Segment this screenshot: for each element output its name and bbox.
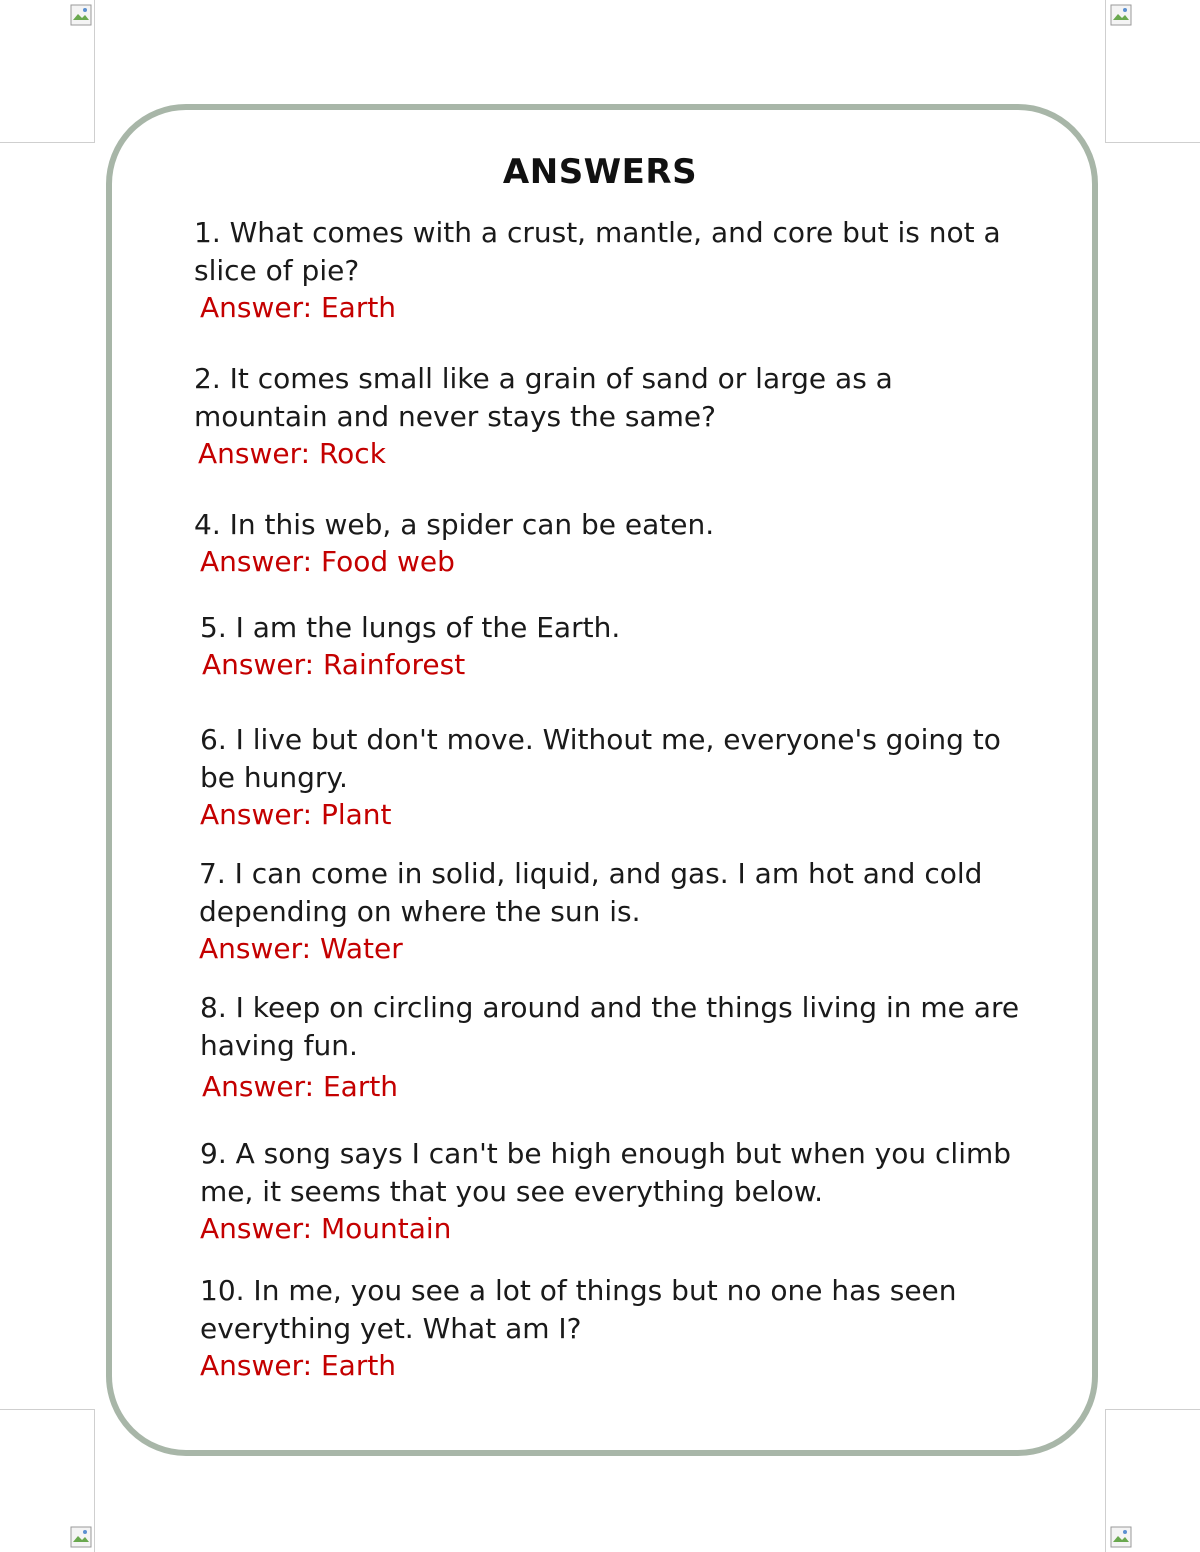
question-text: 2. It comes small like a grain of sand or large as a mountain and never stays the same?: [194, 362, 893, 433]
answer-text: Answer: Earth: [200, 291, 397, 324]
qa-item-6: [200, 721, 1030, 833]
question-text: 8. I keep on circling around and the things living in me are having fun.: [200, 991, 1020, 1062]
broken-image-icon: [70, 4, 92, 26]
corner-frame-bottom-left: [0, 1409, 95, 1552]
qa-item-1: [194, 214, 1024, 326]
broken-image-icon: [70, 1526, 92, 1548]
answer-text: Answer: Rainforest: [202, 648, 466, 681]
broken-image-icon: [1110, 1526, 1132, 1548]
question-text: 1. What comes with a crust, mantle, and core but is not a slice of pie?: [194, 216, 1001, 287]
question-text: 4. In this web, a spider can be eaten.: [194, 508, 715, 541]
qa-item-2: [194, 360, 1024, 472]
question-text: 6. I live but don't move. Without me, everyone's going to be hungry.: [200, 723, 1001, 794]
corner-frame-top-right: [1105, 0, 1200, 143]
answer-text: Answer: Water: [199, 932, 403, 965]
corner-frame-bottom-right: [1105, 1409, 1200, 1552]
qa-item-7: [199, 855, 1029, 967]
page-title: ANSWERS: [502, 152, 698, 192]
qa-item-10: [200, 1272, 1030, 1384]
answer-text: Answer: Rock: [198, 437, 386, 470]
answer-text: Answer: Mountain: [200, 1212, 452, 1245]
broken-image-icon: [1110, 4, 1132, 26]
answer-text: Answer: Food web: [200, 545, 455, 578]
answer-text: Answer: Earth: [200, 1349, 397, 1382]
question-text: 5. I am the lungs of the Earth.: [200, 611, 621, 644]
question-text: 7. I can come in solid, liquid, and gas. I am hot and cold depending on where the sun is.: [199, 857, 983, 928]
answer-text: Answer: Earth: [202, 1070, 399, 1103]
question-text: 10. In me, you see a lot of things but no one has seen everything yet. What am I?: [200, 1274, 957, 1345]
qa-item-4: [194, 506, 1024, 580]
question-text: 9. A song says I can't be high enough but when you climb me, it seems that you see everything below.: [200, 1137, 1012, 1208]
corner-frame-top-left: [0, 0, 95, 143]
qa-item-9: [200, 1135, 1030, 1247]
qa-item-5: [200, 609, 1030, 683]
answer-text: Answer: Plant: [200, 798, 392, 831]
qa-item-8: [200, 989, 1030, 1105]
